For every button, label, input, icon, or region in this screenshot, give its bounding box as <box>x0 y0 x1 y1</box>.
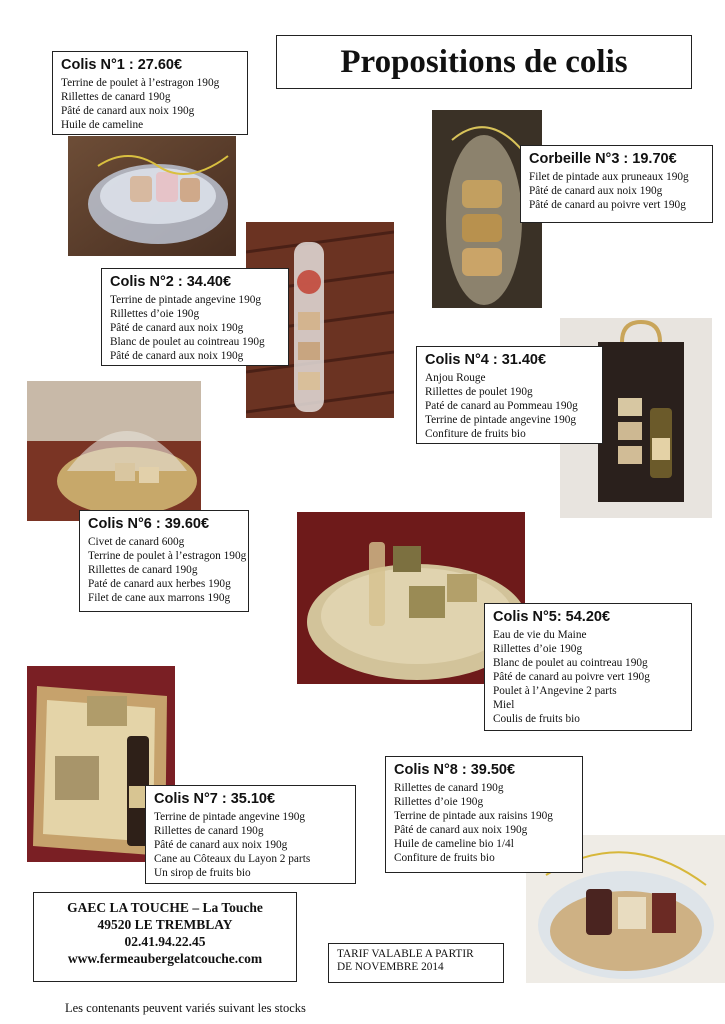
colis-7-item: Pâté de canard aux noix 190g <box>154 839 288 851</box>
corbeille-3-item: Filet de pintade aux pruneaux 190g <box>529 171 689 183</box>
colis-7-box <box>145 785 356 884</box>
colis-2-item: Terrine de pintade angevine 190g <box>110 294 262 306</box>
stock-note: Les contenants peuvent variés suivant les stocks <box>65 1001 306 1015</box>
colis-8-item: Confiture de fruits bio <box>394 852 495 864</box>
colis-5-item: Miel <box>493 699 515 711</box>
title-box <box>276 35 692 89</box>
tarif-box <box>328 943 504 983</box>
colis-1-box <box>52 51 248 135</box>
corbeille-3-box <box>520 145 713 223</box>
colis-2-item: Blanc de poulet au cointreau 190g <box>110 336 265 348</box>
colis-5-item: Blanc de poulet au cointreau 190g <box>493 657 648 669</box>
photo-colis-6 <box>27 381 201 521</box>
contact-address: 49520 LE TREMBLAY <box>97 917 233 932</box>
colis-2-box <box>101 268 289 366</box>
colis-5-item: Poulet à l’Angevine 2 parts <box>493 685 617 697</box>
colis-6-title: Colis N°6 : 39.60€ <box>88 516 210 532</box>
colis-2-item: Pâté de canard aux noix 190g <box>110 350 244 362</box>
corbeille-3-title: Corbeille N°3 : 19.70€ <box>529 151 677 167</box>
colis-8-item: Terrine de pintade aux raisins 190g <box>394 810 553 822</box>
colis-6-box <box>79 510 249 612</box>
colis-4-item: Confiture de fruits bio <box>425 428 526 440</box>
photo-colis-1 <box>68 136 236 256</box>
contact-website[interactable]: www.fermeaubergelatcouche.com <box>67 951 263 966</box>
colis-4-item: Terrine de pintade angevine 190g <box>425 414 577 426</box>
colis-7-item: Cane au Côteaux du Layon 2 parts <box>154 853 311 865</box>
colis-8-box <box>385 756 583 873</box>
colis-4-item: Paté de canard au Pommeau 190g <box>425 400 578 412</box>
colis-6-item: Rillettes de canard 190g <box>88 564 198 576</box>
colis-6-item: Paté de canard aux herbes 190g <box>88 578 231 590</box>
colis-4-box <box>416 346 603 444</box>
colis-8-item: Rillettes d’oie 190g <box>394 796 484 808</box>
colis-8-item: Huile de cameline bio 1/4l <box>394 838 514 850</box>
colis-6-item: Terrine de poulet à l’estragon 190g <box>88 550 247 562</box>
tarif-line-1: TARIF VALABLE A PARTIR <box>337 948 474 960</box>
colis-7-item: Un sirop de fruits bio <box>154 867 251 879</box>
colis-5-item: Eau de vie du Maine <box>493 629 587 641</box>
corbeille-3-item: Pâté de canard au poivre vert 190g <box>529 199 686 211</box>
colis-4-title: Colis N°4 : 31.40€ <box>425 352 547 368</box>
colis-8-item: Pâté de canard aux noix 190g <box>394 824 528 836</box>
colis-2-title: Colis N°2 : 34.40€ <box>110 274 232 290</box>
colis-8-item: Rillettes de canard 190g <box>394 782 504 794</box>
colis-5-item: Rillettes d’oie 190g <box>493 643 583 655</box>
colis-5-title: Colis N°5: 54.20€ <box>493 609 611 625</box>
colis-7-item: Rillettes de canard 190g <box>154 825 264 837</box>
colis-6-item: Filet de cane aux marrons 190g <box>88 592 231 604</box>
contact-company: GAEC LA TOUCHE – La Touche <box>67 900 263 915</box>
colis-1-item: Terrine de poulet à l’estragon 190g <box>61 77 220 89</box>
corbeille-3-item: Pâté de canard aux noix 190g <box>529 185 663 197</box>
contact-phone: 02.41.94.22.45 <box>124 934 206 949</box>
colis-7-title: Colis N°7 : 35.10€ <box>154 791 276 807</box>
colis-8-title: Colis N°8 : 39.50€ <box>394 762 516 778</box>
colis-5-item: Coulis de fruits bio <box>493 713 580 725</box>
contact-box <box>33 892 297 982</box>
page-title: Propositions de colis <box>340 43 628 80</box>
colis-4-item: Anjou Rouge <box>425 372 486 384</box>
tarif-line-2: DE NOVEMBRE 2014 <box>337 961 444 973</box>
colis-5-item: Pâté de canard au poivre vert 190g <box>493 671 650 683</box>
colis-2-item: Pâté de canard aux noix 190g <box>110 322 244 334</box>
colis-7-item: Terrine de pintade angevine 190g <box>154 811 306 823</box>
colis-1-title: Colis N°1 : 27.60€ <box>61 57 183 73</box>
colis-1-item: Huile de cameline <box>61 119 144 131</box>
colis-1-item: Pâté de canard aux noix 190g <box>61 105 195 117</box>
colis-1-item: Rillettes de canard 190g <box>61 91 171 103</box>
colis-4-item: Rillettes de poulet 190g <box>425 386 533 398</box>
colis-2-item: Rillettes d’oie 190g <box>110 308 200 320</box>
colis-6-item: Civet de canard 600g <box>88 536 185 548</box>
colis-5-box <box>484 603 692 731</box>
